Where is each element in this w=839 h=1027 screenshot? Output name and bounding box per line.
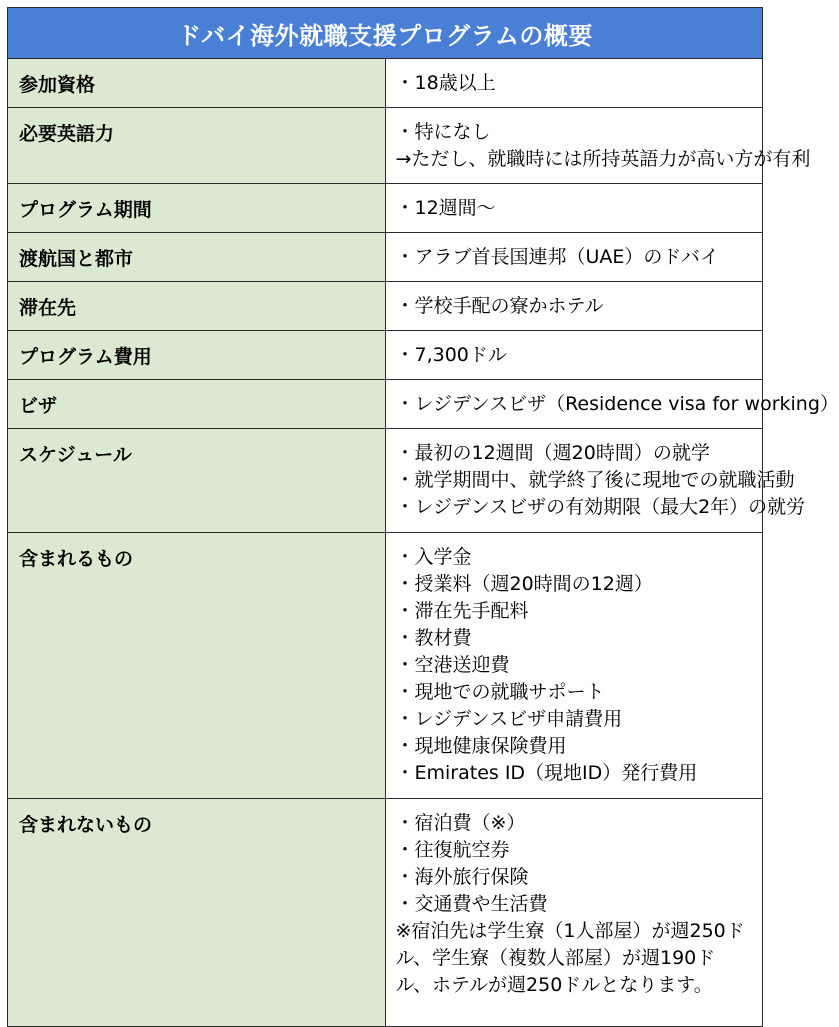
table-row — [8, 108, 763, 184]
value-line: →ただし、就職時には所持英語力が高い方が有利 — [395, 148, 811, 170]
row-value — [385, 282, 763, 331]
row-label: 含まれないもの — [8, 799, 386, 1027]
value-line: ・7,300ドル — [395, 344, 507, 366]
row-value — [385, 799, 763, 1027]
row-label: 滞在先 — [8, 282, 386, 331]
table-row — [8, 799, 763, 1027]
value-line: ・レジデンスビザ申請費用 — [395, 708, 623, 730]
row-label: ビザ — [8, 380, 386, 429]
program-overview-table — [7, 7, 839, 1027]
title-row — [8, 8, 763, 59]
table-row — [8, 429, 763, 533]
value-line: ・授業料（週20時間の12週） — [395, 573, 653, 595]
row-label: スケジュール — [8, 429, 386, 533]
value-line: ・18歳以上 — [395, 72, 496, 94]
row-value — [385, 380, 839, 429]
value-line: ・宿泊費（※） — [395, 812, 526, 834]
value-line: ・12週間〜 — [395, 197, 496, 219]
value-line: ・交通費や生活費 — [395, 893, 548, 915]
row-label: 渡航国と都市 — [8, 233, 386, 282]
row-value — [385, 331, 763, 380]
value-line: ・アラブ首長国連邦（UAE）のドバイ — [395, 246, 720, 268]
accommodation-note: ※宿泊先は学生寮（1人部屋）が週250ドル、学生寮（複数人部屋）が週190ドル、ホテルが週250ドルとなります。 — [395, 920, 745, 996]
table-row — [8, 282, 763, 331]
row-value — [385, 233, 763, 282]
table-row — [8, 184, 763, 233]
table-body — [8, 59, 839, 1027]
value-line: ・レジデンスビザの有効期限（最大2年）の就労 — [395, 496, 806, 518]
row-value — [385, 429, 806, 533]
value-line: ・入学金 — [395, 546, 472, 568]
value-line: ・現地での就職サポート — [395, 681, 605, 703]
value-line: ・教材費 — [395, 627, 472, 649]
row-value — [385, 108, 811, 184]
value-line: ・最初の12週間（週20時間）の就学 — [395, 442, 710, 464]
value-line: ・レジデンスビザ（Residence visa for working） — [395, 393, 839, 415]
value-line: ・学校手配の寮かホテル — [395, 295, 604, 317]
table-row — [8, 233, 763, 282]
row-label: 参加資格 — [8, 59, 386, 108]
table-row — [8, 331, 763, 380]
program-overview-table-wrapper — [7, 7, 839, 1027]
row-value — [385, 533, 763, 799]
value-line: ・滞在先手配料 — [395, 600, 529, 622]
row-label: 含まれるもの — [8, 533, 386, 799]
row-label: プログラム期間 — [8, 184, 386, 233]
value-line: ・特になし — [395, 121, 491, 143]
row-value — [385, 59, 763, 108]
value-line: ・海外旅行保険 — [395, 866, 529, 888]
table-row — [8, 533, 763, 799]
row-label: 必要英語力 — [8, 108, 386, 184]
row-label: プログラム費用 — [8, 331, 386, 380]
table-row — [8, 380, 763, 429]
value-line: ・Emirates ID（現地ID）発行費用 — [395, 762, 698, 784]
value-line: ・往復航空券 — [395, 839, 510, 861]
value-line: ・就学期間中、就学終了後に現地での就職活動 — [395, 469, 795, 491]
value-line: ・現地健康保険費用 — [395, 735, 567, 757]
row-value — [385, 184, 763, 233]
table-title: ドバイ海外就職支援プログラムの概要 — [8, 8, 763, 59]
table-row — [8, 59, 763, 108]
value-line: ・空港送迎費 — [395, 654, 510, 676]
